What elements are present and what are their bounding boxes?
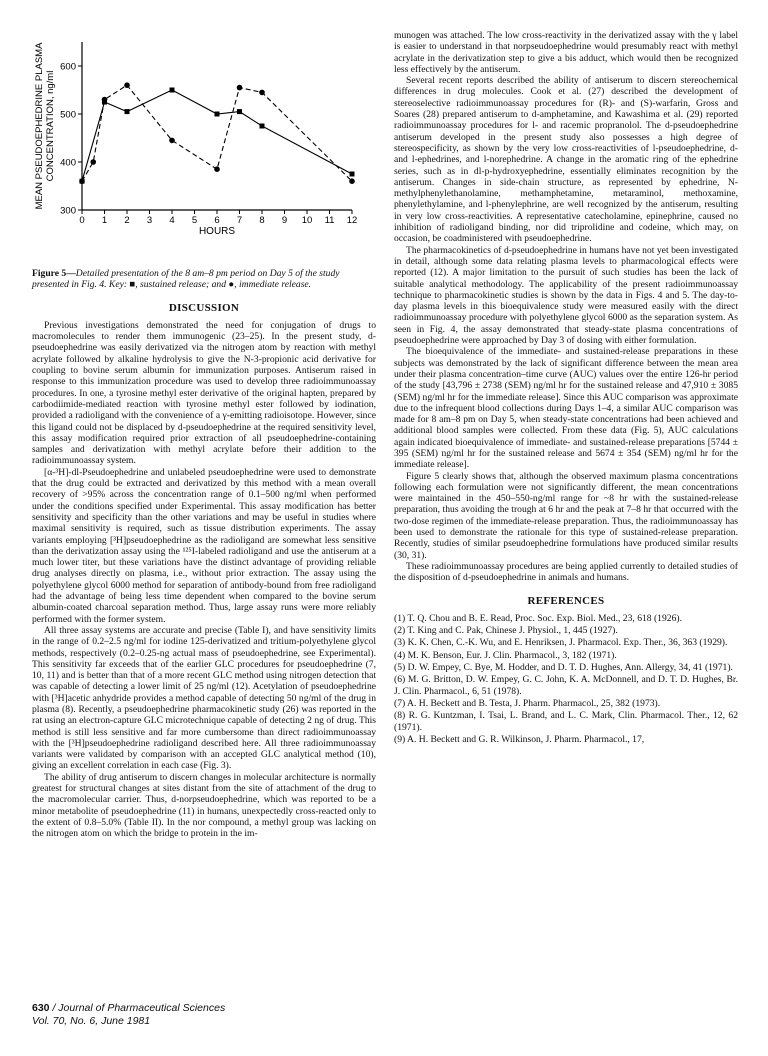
y-tick-label: 300 xyxy=(60,205,76,217)
x-tick-label: 11 xyxy=(324,215,335,226)
body-paragraph: munogen was attached. The low cross-reactivity in the derivatized assay with the γ label is easier to understand in that norpseudoephedrine would presumably react with methyl acrylate in the derivatization step to give a bis adduct, which would then be recognized less effectively by the antiserum. xyxy=(394,30,738,75)
data-point-sustained xyxy=(237,109,242,114)
x-tick-label: 1 xyxy=(101,215,108,226)
x-tick-label: 8 xyxy=(259,215,265,226)
x-tick-label: 3 xyxy=(146,215,153,226)
caption-text: Detailed presentation of the 8 am–8 pm period on Day 5 of the study presented in Fig. 4. Key: ■, sustained release; and ●, immediate release. xyxy=(32,268,340,291)
x-tick-label: 12 xyxy=(346,215,358,226)
y-axis-label: CONCENTRATION, ng/ml xyxy=(45,70,56,182)
body-paragraph: Several recent reports described the ability of antiserum to discern stereochemical differences in drug molecules. Cook et al. (27) described the development of stereoselective radioimmunoassay procedures for (R)- and (S)-warfarin, Gross and Soares (28) prepared antiserum to d-amphetamine, and Kawashima et al. (29) reported radioimmunoassay procedures for l- and racemic propranolol. The d-pseudoephedrine antiserum developed in the present study also possesses a high degree of stereospecificity, as shown by the very low cross-reactivities of l-pseudoephedrine, d- and l-ephedrines, and l-norephedrine. A change in the aromatic ring of the ephedrine series, such as in dl-p-hydroxyephedrine, essentially eliminates recognition by the antiserum. Changes in side-chain structure, as represented by ephedrine, N-methylphenylethanolamine, methamphetamine, metaraminol, methoxamine, phenylethylamine, and l-phenylephrine, are well recognized by the antiserum, resulting in very low cross-reactivities. A representative catecholamine, epinephrine, caused no inhibition of radioligand binding, nor did triprolidine and codeine, which may, on occasion, be coadministered with pseudoephedrine. xyxy=(394,75,738,245)
reference-item: (6) M. G. Britton, D. W. Empey, G. C. John, K. A. McDonnell, and D. T. D. Hughes, Br. J. Clin. Pharmacol., 6, 51 (1978). xyxy=(394,674,738,697)
x-tick-label: 9 xyxy=(281,215,288,226)
references-heading: REFERENCES xyxy=(527,594,605,607)
data-point-sustained xyxy=(350,172,355,177)
right-column xyxy=(394,30,738,746)
x-tick-label: 0 xyxy=(79,215,85,226)
reference-item: (4) M. K. Benson, Eur. J. Clin. Pharmacol., 3, 182 (1971). xyxy=(394,649,617,661)
figure-5 xyxy=(32,30,376,264)
x-tick-label: 6 xyxy=(214,215,220,226)
page-number: 630 xyxy=(32,1002,50,1014)
body-paragraph: The bioequivalence of the immediate- and sustained-release preparations in these subjects was demonstrated by the lack of significant difference between the mean area under their plasma concentration–time curve (AUC) values over the entire 126-hr period of the study [43,796 ± 2738 (SEM) ng/ml hr for the sustained release and 47,910 ± 3085 (SEM) ng/ml hr for the immediate release]. Since this AUC comparison was approximate due to the infrequent blood collections during Days 1–4, a similar AUC comparison was made for 8 am–8 pm on Day 5, when steady-state concentrations had been achieved and additional blood samples were collected. From these data (Fig. 5), AUC calculations again indicated bioequivalence of immediate- and sustained-release preparations [5744 ± 395 (SEM) ng/ml hr for the sustained release and 5674 ± 354 (SEM) ng/ml hr for the immediate release]. xyxy=(394,346,738,471)
discussion-heading: DISCUSSION xyxy=(168,301,240,314)
discussion-paragraph: The ability of drug antiserum to discern changes in molecular architecture is normally greatest for structural changes at sites distant from the site of attachment of the drug to the macromolecular carrier. Thus, d-norpseudoephedrine, which was reported to be a minor metabolite of pseudoephedrine (11) in humans, unexpectedly cross-reacted only to the extent of 0.8–5.0% (Table II). In the nor compound, a methyl group was lacking on the nitrogen atom on which the bridge to protein in the im- xyxy=(32,771,376,840)
data-point-immediate xyxy=(259,90,265,96)
figure-caption xyxy=(32,268,376,291)
y-tick-label: 600 xyxy=(60,61,76,73)
journal-volume: Vol. 70, No. 6, June 1981 xyxy=(32,1015,151,1027)
discussion-paragraph: All three assay systems are accurate and precise (Table I), and have sensitivity limits in the range of 0.2–2.5 ng/ml for iodine 125-derivatized and tritium-polyethylene glycol methods, respectively (0.2–0.25-ng actual mass of pseudoephedrine, see Experimental). This sensitivity far exceeds that of the earlier GLC procedures for pseudoephedrine (7, 10, 11) and is better than that of a more recent GLC method using nitrogen detection that was capable of detecting a lower limit of 25 ng/ml (12). Acetylation of pseudoephedrine with [³H]acetic anhydride provides a method capable of detecting 50 ng/ml of the drug in plasma (8). Recently, a pseudoephedrine pharmacokinetic study (26) was reported in the rat using an electron-capture GLC microtechnique capable of detecting 2 ng of drug. This method is still less sensitive and far more cumbersome than direct radioimmunoassay with the [³H]pseudoephedrine radioligand described here. All three radioimmunoassay variants were validated by comparison with an accepted GLC analytical method (10), giving an excellent correlation in each case (Fig. 3). xyxy=(32,624,377,772)
journal-name: / Journal of Pharmaceutical Sciences xyxy=(52,1002,226,1014)
reference-item: (8) R. G. Kuntzman, I. Tsai, L. Brand, and L. C. Mark, Clin. Pharmacol. Ther., 12, 62 (1971). xyxy=(394,710,738,733)
discussion-paragraph: Previous investigations demonstrated the need for conjugation of drugs to macromolecules to render them immunogenic (23–25). In the present study, d-pseudoephedrine was easily derivatized via the nitrogen atom by reaction with methyl acrylate followed by alkaline hydrolysis to give the N-3-propionic acid derivative for coupling to bovine serum albumin for immunization purposes. Antiserum raised in response to this immunization procedure was used to develop three radioimmunoassay procedures. In one, a tyrosine methyl ester derivative of the original hapten, prepared by carbodiimide-mediated reaction with tyrosine methyl ester followed by iodination, provided a radioligand with the convenience of a γ-emitting radioisotope. However, since this ligand could not be displaced by d-pseudoephedrine at the required sensitivity level, this assay modification required prior extraction of all pseudoephedrine-containing samples and derivatization with methyl acrylate before their addition to the radioimmunoassay system. xyxy=(32,319,376,467)
reference-item: (9) A. H. Beckett and G. R. Wilkinson, J. Pharm. Pharmacol., 17, xyxy=(394,733,645,745)
data-point-sustained xyxy=(125,109,130,114)
left-column xyxy=(32,30,376,840)
discussion-paragraph: [α-³H]-dl-Pseudoephedrine and unlabeled pseudoephedrine were used to demonstrate that the drug could be extracted and derivatized by this method with a mean overall recovery of >95% across the concentration range of 0.1–500 ng/ml when performed under the conditions specified under Experimental. This assay modification has better sensitivity and specificity than the other variations and may be useful in studies where maximal sensitivity is required, such as tissue distribution experiments. The assay variants employing [³H]pseudoephedrine as the radioligand are somewhat less sensitive than the derivatization assay using the ¹²⁵I-labeled radioligand and use the antiserum at a much lower titer, but these variations have the distinct advantage of providing reliable drug analyses directly on plasma, i.e., without prior extraction. The assay using the polyethylene glycol 6000 method for separation of antibody-bound from free radioligand had the advantage of being less time dependent when compared to the bovine serum albumin-coated charcoal separation method. Thus, large assay runs were more reliably performed with the former system. xyxy=(32,466,376,625)
x-tick-label: 2 xyxy=(124,215,130,226)
reference-item: (3) K. K. Chen, C.-K. Wu, and E. Henriksen, J. Pharmacol. Exp. Ther., 36, 363 (1929). xyxy=(394,637,728,649)
data-point-immediate xyxy=(90,159,96,165)
data-point-immediate xyxy=(349,178,355,184)
y-tick-label: 400 xyxy=(60,157,76,169)
data-point-sustained xyxy=(260,124,265,129)
data-point-immediate xyxy=(102,97,108,103)
data-point-immediate xyxy=(214,166,220,172)
references-list xyxy=(394,613,738,745)
page-footer xyxy=(32,1002,225,1028)
body-paragraph: The pharmacokinetics of d-pseudoephedrine in humans have not yet been investigated in detail, although some data relating plasma levels to pharmacological effects were reported (12). A major limitation to the pursuit of such studies has been the lack of suitable analytical methodology. The applicability of the present radioimmunoassay technique to pharmacokinetic studies is shown by the data in Figs. 4 and 5. The day-to-day plasma levels in this bioequivalence study were measured easily with the direct radioimmunoassay procedure with polyethylene glycol 6000 as the separation system. As seen in Fig. 4, the assay demonstrated that steady-state plasma concentrations of pseudoephedrine were approached by Day 3 of dosing with either formulation. xyxy=(394,244,738,347)
reference-item: (7) A. H. Beckett and B. Testa, J. Pharm. Pharmacol., 25, 382 (1973). xyxy=(394,697,661,709)
x-axis-label: HOURS xyxy=(198,226,236,237)
y-tick-label: 500 xyxy=(60,109,76,121)
x-tick-label: 5 xyxy=(191,215,198,226)
data-point-immediate xyxy=(169,138,175,144)
y-axis-label: MEAN PSEUDOEPHEDRINE PLASMA xyxy=(34,42,45,210)
x-tick-label: 7 xyxy=(236,215,243,226)
data-point-immediate xyxy=(79,178,85,184)
data-point-sustained xyxy=(170,88,175,93)
body-paragraph: Figure 5 clearly shows that, although the observed maximum plasma concentrations following each formulation were not significantly different, the mean concentrations were maintained in the 450–550-ng/ml range for ~8 hr with the sustained-release preparation, thus avoiding the trough at 6 hr and the peak at 7–8 hr that occurred with the two-dose regimen of the immediate-release preparation. Thus, the radioimmunoassay has been used to demonstrate the rationale for this type of sustained-release preparation. Recently, studies of similar pseudoephedrine formulations have produced similar results (30, 31). xyxy=(394,470,738,561)
x-tick-label: 10 xyxy=(301,215,313,226)
data-point-immediate xyxy=(124,82,130,88)
data-point-sustained xyxy=(215,112,220,117)
reference-item: (5) D. W. Empey, C. Bye, M. Hodder, and D. T. D. Hughes, Ann. Allergy, 34, 41 (1971). xyxy=(394,662,733,674)
reference-item: (2) T. King and C. Pak, Chinese J. Physiol., 1, 445 (1927). xyxy=(394,625,618,637)
concentration-chart xyxy=(32,30,376,237)
data-point-immediate xyxy=(237,85,243,91)
caption-number: Figure 5— xyxy=(32,268,76,279)
body-paragraph: These radioimmunoassay procedures are being applied currently to detailed studies of the disposition of d-pseudoephedrine in animals and humans. xyxy=(394,560,738,584)
reference-item: (1) T. Q. Chou and B. E. Read, Proc. Soc. Exp. Biol. Med., 23, 618 (1926). xyxy=(394,612,682,624)
x-tick-label: 4 xyxy=(169,215,175,226)
